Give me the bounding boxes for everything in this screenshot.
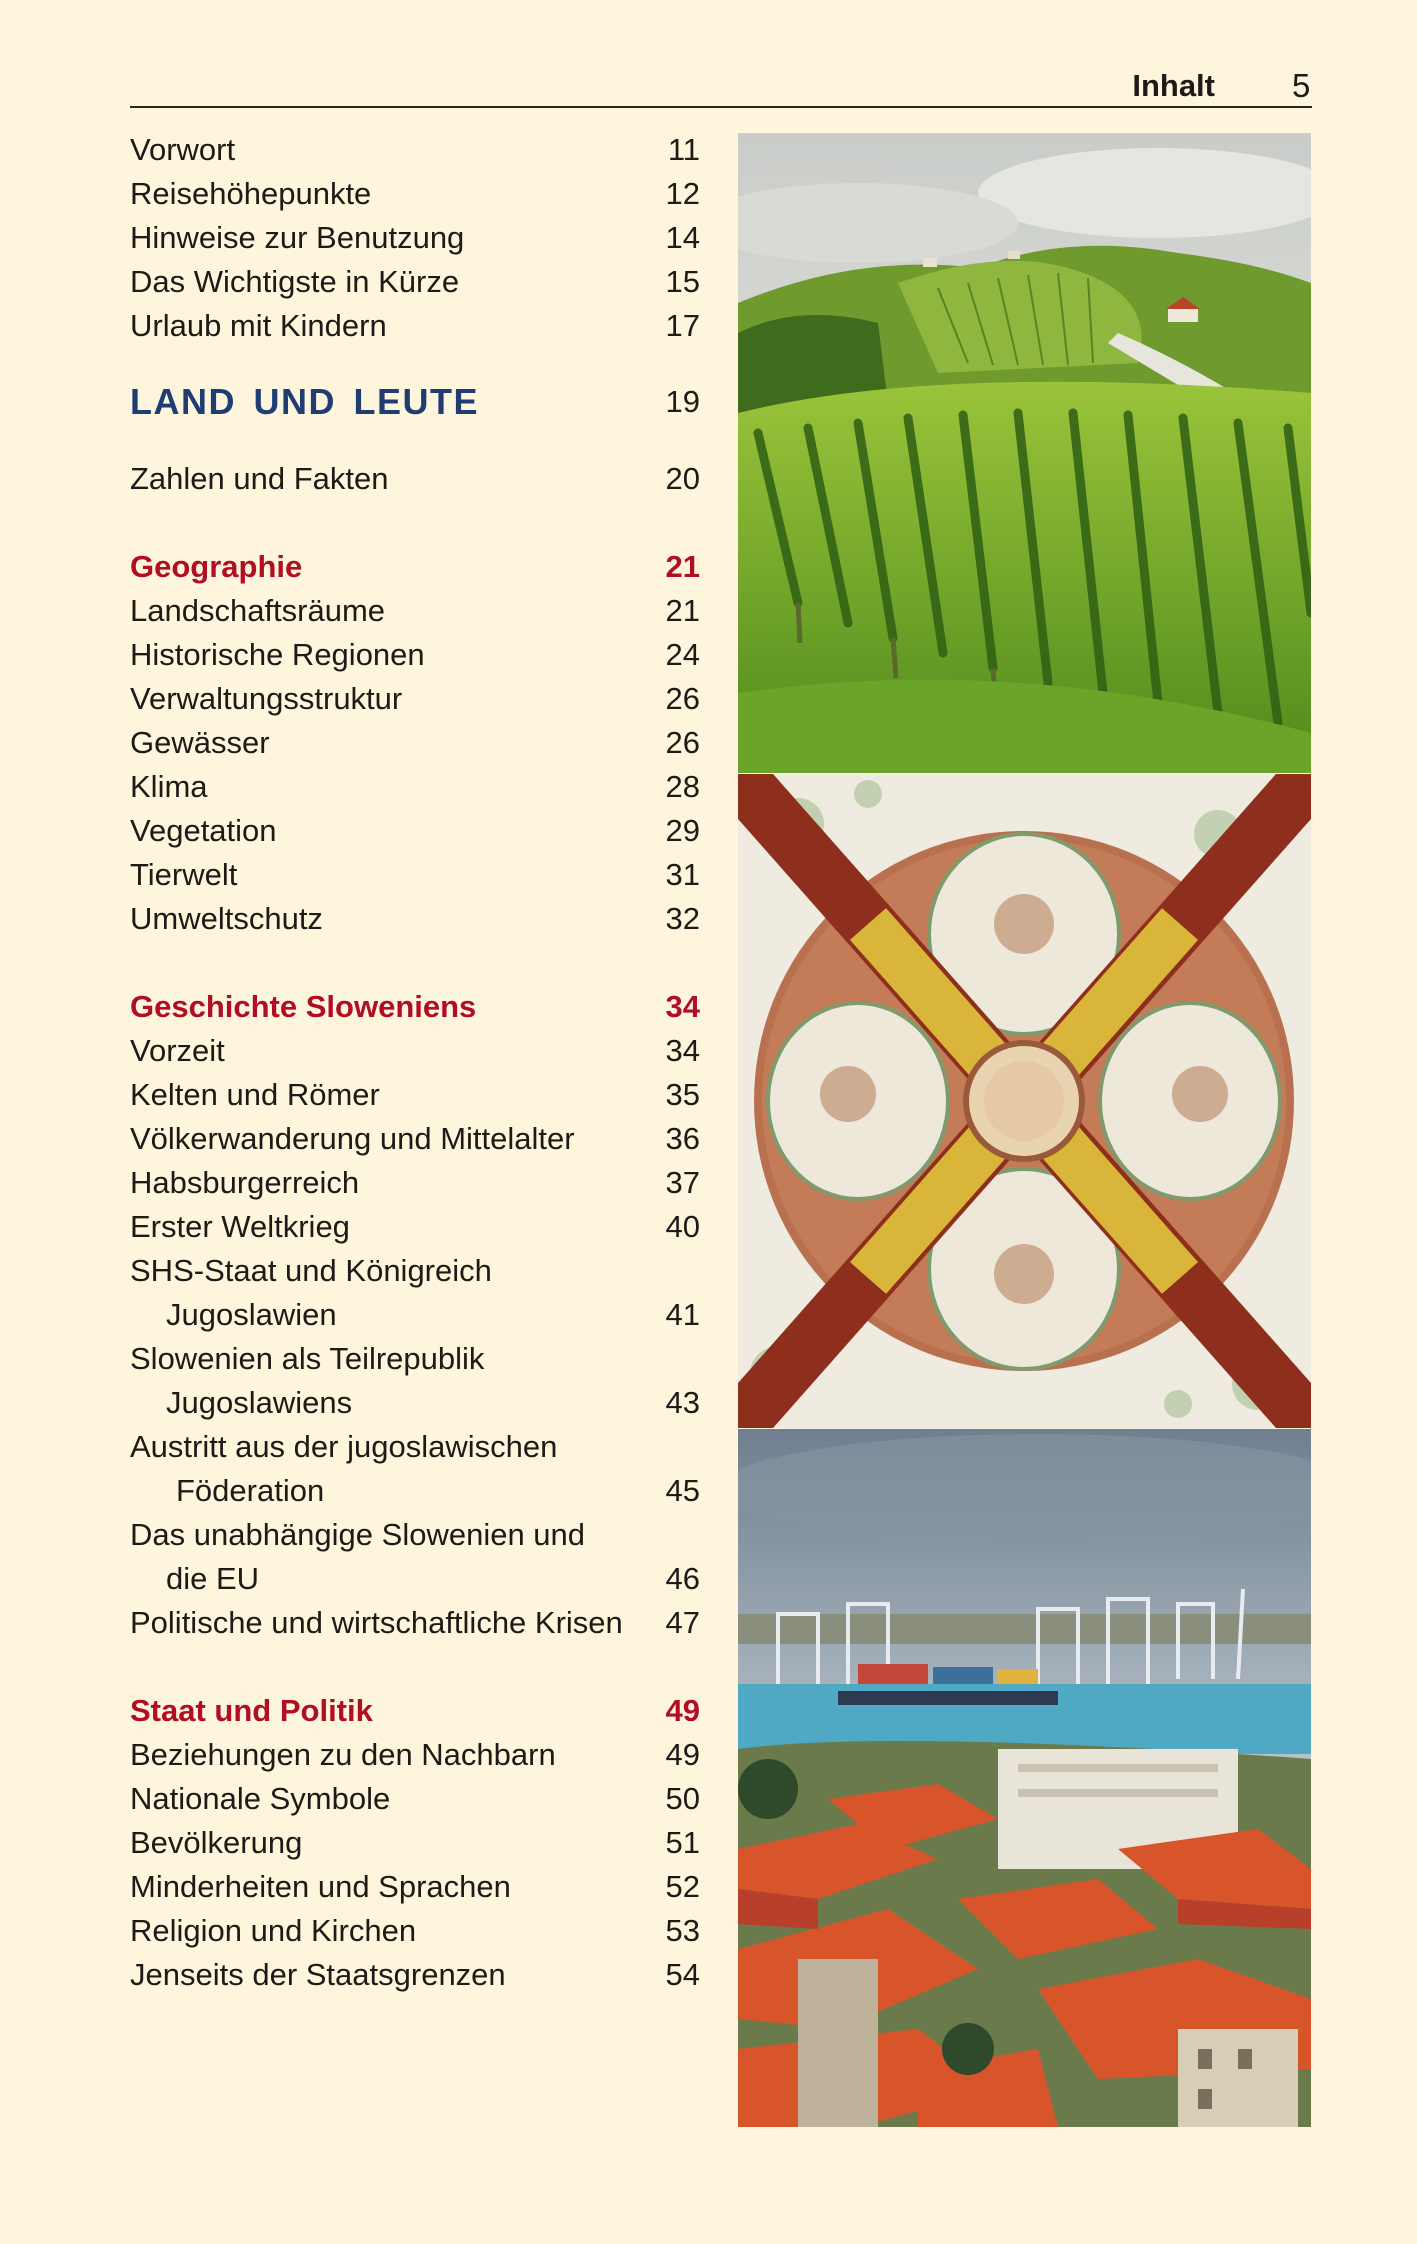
toc-entry-page: 15 xyxy=(665,264,700,299)
toc-entry-page: 46 xyxy=(665,1561,700,1596)
toc-entry-title: Verwaltungsstruktur xyxy=(130,681,403,716)
toc-entry-page: 37 xyxy=(665,1165,700,1200)
toc-entry-page: 41 xyxy=(665,1297,700,1332)
toc-entry[interactable] xyxy=(130,1733,700,1777)
toc-entry-page: 28 xyxy=(665,769,700,804)
toc-entry-page: 17 xyxy=(665,308,700,343)
toc-entry-page: 26 xyxy=(665,681,700,716)
toc-part-land-und-leute[interactable] xyxy=(130,377,700,427)
toc-entry-zahlen-fakten[interactable] xyxy=(130,457,700,501)
toc-entry[interactable] xyxy=(130,1953,700,1997)
toc-section-staat-politik[interactable] xyxy=(130,1689,700,1733)
spacer xyxy=(130,1645,700,1689)
toc-entry-page: 35 xyxy=(665,1077,700,1112)
toc-entry-vorwort[interactable] xyxy=(130,128,700,172)
toc-entry-title: Reisehöhepunkte xyxy=(130,176,372,211)
toc-entry-title: Minderheiten und Sprachen xyxy=(130,1869,511,1904)
toc-entry-line2[interactable] xyxy=(130,1469,700,1513)
toc-entry-title: Beziehungen zu den Nachbarn xyxy=(130,1737,556,1772)
toc-entry-title: Landschaftsräume xyxy=(130,593,386,628)
toc-entry-page: 47 xyxy=(665,1605,700,1640)
toc-entry-page: 29 xyxy=(665,813,700,848)
toc-entry-title: Urlaub mit Kindern xyxy=(130,308,387,343)
toc-entry-page: 34 xyxy=(665,1033,700,1068)
toc-entry-title: Austritt aus der jugoslawischen xyxy=(130,1429,558,1464)
harbour-illustration xyxy=(738,1429,1311,2127)
toc-entry[interactable] xyxy=(130,853,700,897)
toc-entry-title: Völkerwanderung und Mittelalter xyxy=(130,1121,575,1156)
toc-section-title: Geographie xyxy=(130,549,303,584)
toc-entry-title-cont: Jugoslawiens xyxy=(166,1385,353,1420)
toc-entry-title: Vorwort xyxy=(130,132,236,167)
spacer xyxy=(130,348,700,377)
toc-entry[interactable] xyxy=(130,1909,700,1953)
ceiling-fresco-photo xyxy=(738,774,1311,1428)
toc-entry-page: 24 xyxy=(665,637,700,672)
toc-entry-page: 11 xyxy=(667,132,700,167)
toc-entry-page: 32 xyxy=(665,901,700,936)
toc-entry[interactable] xyxy=(130,677,700,721)
toc-section-geographie[interactable] xyxy=(130,545,700,589)
toc-entry[interactable] xyxy=(130,1205,700,1249)
toc-entry-page: 51 xyxy=(665,1825,700,1860)
toc-part-title: LAND UND LEUTE xyxy=(130,381,479,422)
toc-entry-title: Jenseits der Staatsgrenzen xyxy=(130,1957,506,1992)
toc-part-page: 19 xyxy=(665,384,700,419)
vineyard-photo xyxy=(738,133,1311,773)
toc-entry[interactable] xyxy=(130,589,700,633)
toc-entry[interactable] xyxy=(130,1117,700,1161)
header-rule xyxy=(130,106,1312,108)
toc-entry-title: Gewässer xyxy=(130,725,270,760)
toc-section-title: Geschichte Sloweniens xyxy=(130,989,477,1024)
table-of-contents xyxy=(130,128,700,1997)
toc-section-page: 49 xyxy=(665,1693,700,1728)
toc-entry[interactable] xyxy=(130,809,700,853)
toc-entry-title: Das Wichtigste in Kürze xyxy=(130,264,460,299)
toc-entry[interactable] xyxy=(130,721,700,765)
toc-section-title: Staat und Politik xyxy=(130,1693,373,1728)
toc-entry-wichtigste[interactable] xyxy=(130,260,700,304)
toc-entry-page: 14 xyxy=(665,220,700,255)
toc-entry-title: Erster Weltkrieg xyxy=(130,1209,350,1244)
toc-entry-title: Nationale Symbole xyxy=(130,1781,391,1816)
toc-entry-title: Bevölkerung xyxy=(130,1825,303,1860)
toc-entry-line2[interactable] xyxy=(130,1381,700,1425)
toc-entry-page: 53 xyxy=(665,1913,700,1948)
toc-entry-page: 50 xyxy=(665,1781,700,1816)
toc-entry-hinweise[interactable] xyxy=(130,216,700,260)
toc-entry-title-cont: Föderation xyxy=(176,1473,325,1508)
toc-entry-page: 21 xyxy=(665,593,700,628)
toc-entry[interactable] xyxy=(130,1865,700,1909)
toc-section-page: 34 xyxy=(665,989,700,1024)
toc-entry-title: Das unabhängige Slowenien und xyxy=(130,1517,586,1552)
toc-entry[interactable] xyxy=(130,897,700,941)
toc-entry-title: Umweltschutz xyxy=(130,901,323,936)
toc-entry-page: 36 xyxy=(665,1121,700,1156)
spacer xyxy=(130,427,700,457)
toc-entry-page: 26 xyxy=(665,725,700,760)
toc-entry[interactable] xyxy=(130,1073,700,1117)
toc-entry-title: Vorzeit xyxy=(130,1033,225,1068)
toc-entry-page: 54 xyxy=(665,1957,700,1992)
toc-entry-title: Vegetation xyxy=(130,813,277,848)
toc-entry-urlaub[interactable] xyxy=(130,304,700,348)
toc-entry-page: 40 xyxy=(665,1209,700,1244)
toc-entry-title: Religion und Kirchen xyxy=(130,1913,417,1948)
toc-entry-title-cont: Jugoslawien xyxy=(166,1297,337,1332)
toc-entry-title: Slowenien als Teilrepublik xyxy=(130,1341,485,1376)
toc-entry-title: Tierwelt xyxy=(130,857,238,892)
toc-entry-line2[interactable] xyxy=(130,1557,700,1601)
toc-entry-line2[interactable] xyxy=(130,1293,700,1337)
page-number: 5 xyxy=(1292,67,1311,104)
toc-entry[interactable] xyxy=(130,1029,700,1073)
toc-entry-line1[interactable] xyxy=(130,1425,700,1469)
toc-entry-line1[interactable] xyxy=(130,1337,700,1381)
toc-entry-page: 45 xyxy=(665,1473,700,1508)
spacer xyxy=(130,501,700,545)
toc-entry[interactable] xyxy=(130,1161,700,1205)
toc-entry-line1[interactable] xyxy=(130,1249,700,1293)
toc-entry-page: 43 xyxy=(665,1385,700,1420)
toc-entry-title: Hinweise zur Benutzung xyxy=(130,220,465,255)
toc-entry[interactable] xyxy=(130,765,700,809)
toc-entry-page: 49 xyxy=(665,1737,700,1772)
fresco-illustration xyxy=(738,774,1311,1428)
toc-entry-page: 52 xyxy=(665,1869,700,1904)
toc-entry-page: 20 xyxy=(665,461,700,496)
toc-entry-title: SHS-Staat und Königreich xyxy=(130,1253,492,1288)
toc-entry[interactable] xyxy=(130,633,700,677)
toc-section-page: 21 xyxy=(665,549,700,584)
toc-entry-title: Kelten und Römer xyxy=(130,1077,380,1112)
toc-entry-page: 31 xyxy=(665,857,700,892)
toc-entry[interactable] xyxy=(130,1821,700,1865)
toc-entry-title: Habsburgerreich xyxy=(130,1165,360,1200)
toc-entry[interactable] xyxy=(130,1777,700,1821)
toc-section-geschichte[interactable] xyxy=(130,985,700,1029)
toc-entry-title: Klima xyxy=(130,769,208,804)
toc-entry[interactable] xyxy=(130,1601,700,1645)
toc-entry-title: Zahlen und Fakten xyxy=(130,461,389,496)
vineyard-illustration xyxy=(738,133,1311,773)
toc-entry-line1[interactable] xyxy=(130,1513,700,1557)
spacer xyxy=(130,941,700,985)
harbour-town-photo xyxy=(738,1429,1311,2127)
toc-entry-page: 12 xyxy=(665,176,700,211)
running-header-title: Inhalt xyxy=(1132,68,1215,103)
toc-entry-title: Politische und wirtschaftliche Krisen xyxy=(130,1605,623,1640)
toc-entry-title-cont: die EU xyxy=(166,1561,260,1596)
toc-entry-reisehoehepunkte[interactable] xyxy=(130,172,700,216)
toc-entry-title: Historische Regionen xyxy=(130,637,425,672)
